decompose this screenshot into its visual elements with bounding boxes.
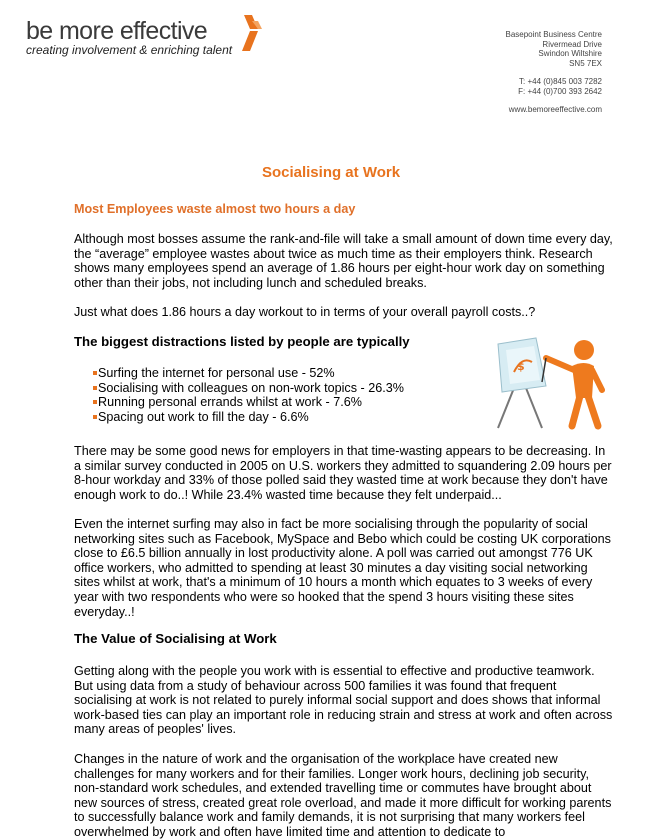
list-item: Spacing out work to fill the day - 6.6% (74, 410, 474, 425)
phone-number: T: +44 (0)845 003 7282 (519, 77, 602, 86)
logo-text: be more effective (26, 17, 208, 45)
paragraph-value: Getting along with the people you work with is essential to effective and productive teamwork. But using data from a study of behaviour across 500 families it was found that frequent socialising at work is not related to purely informal social support and does shows that informal work-based ties can play an important role in reducing strain and stress at work and often across many areas of peoples' lives. (74, 664, 613, 737)
document-title: Socialising at Work (261, 164, 401, 181)
paragraph-changes: Changes in the nature of work and the organisation of the workplace have created new challenges for many workers and for their families. Longer work hours, declining job security, non-standard work schedules, and extended travelling time or commutes have brought about new sources of stress, created great role overload, and made it more difficult for working parents to successfully balance work and family demands, it is not surprising that many workers feel overwhelmed by work and often have limited time and attention to dedicate to (74, 752, 612, 839)
logo-mark-icon (234, 13, 270, 53)
company-address (506, 30, 603, 115)
address-line: Basepoint Business Centre (505, 30, 602, 39)
company-logo[interactable] (26, 17, 232, 57)
address-line: Rivermead Drive (542, 39, 602, 49)
paragraph-payroll: Just what does 1.86 hours a day workout to in terms of your overall payroll costs..? (74, 305, 536, 319)
section-subtitle: Most Employees waste almost two hours a day (74, 202, 356, 216)
logo-tagline: creating involvement & enriching talent (26, 43, 233, 57)
paragraph-intro: Although most bosses assume the rank-and-file will take a small amount of down time every day, the “average” employee wastes about twice as much time as their employers think. Research shows many employees spend an average of 1.86 hours per eight-hour work day on something other than their jobs, not including lunch and scheduled breaks. (74, 232, 613, 290)
list-item: Running personal errands whilst at work - 7.6% (74, 395, 474, 410)
distractions-list (74, 366, 474, 424)
list-item: Socialising with colleagues on non-work topics - 26.3% (74, 381, 474, 396)
paragraph-good-news: There may be some good news for employers in that time-wasting appears to be decreasing. In a similar survey conducted in 2005 on U.S. workers they admitted to squandering 2.09 hours per 8-hour workday and 33% of those polled said they wasted time at work because they don't have enough work to do..! While 23.4% wasted time because they felt underpaid... (74, 444, 612, 502)
website-link[interactable]: www.bemoreeffective.com (508, 105, 602, 114)
distractions-heading: The biggest distractions listed by people are typically (74, 334, 410, 349)
fax-number: F: +44 (0)700 393 2642 (518, 86, 602, 96)
paragraph-internet: Even the internet surfing may also in fact be more socialising through the popularity of social networking sites such as Facebook, MySpace and Bebo which could be costing UK corporations close to £6.5 billion annually in lost productivity alone. A poll was carried out amongst 776 UK office workers, who admitted to spending at least 30 minutes a day visiting social networking sites whilst at work, that's a minimum of 10 hours a month which equates to 3 weeks of every year with two respondents who were so hooked that the spend 3 hours visiting these sites everyday..! (74, 517, 611, 619)
svg-text:$: $ (517, 360, 525, 373)
presenter-illustration (484, 336, 614, 432)
address-line: SN5 7EX (569, 58, 602, 68)
list-item: Surfing the internet for personal use - 52% (74, 366, 474, 381)
value-heading: The Value of Socialising at Work (74, 631, 277, 646)
address-line: Swindon Wiltshire (538, 49, 602, 58)
